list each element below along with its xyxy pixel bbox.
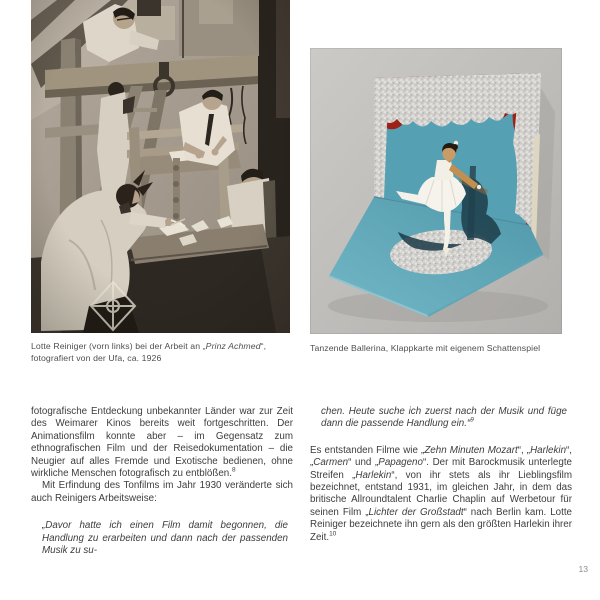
text-segment: Harlekin [355,469,392,481]
text-segment: “, „ [517,444,531,456]
photo-ballerina-popup-card [310,48,562,334]
color-photo-illustration [310,48,562,334]
text-segment: Es entstanden Filme wie „ [310,444,425,456]
body-paragraph [31,480,293,505]
text-segment: 10 [329,530,337,538]
text-segment: Lichter der Großstadt [368,506,464,518]
bw-photo-illustration [31,0,290,333]
text-segment: 9 [470,417,474,425]
quote-paragraph [321,406,567,431]
text-segment: Mit Erfindung des Tonfilms im Jahr 1930 veränderte sich auch Reinigers Arbeitsweise: [31,480,293,504]
text-segment: “ nach Berlin kam. Lotte Reiniger bezeichnete ihn gern als den größten Harlekin ihrer Zeit. [310,506,572,543]
text-segment: Tanzende Ballerina, Klappkarte mit eigenem Schattenspiel [310,343,541,353]
text-segment: chen. Heute suche ich zuerst nach der Musik und füge dann die passende Handlung ein.“ [321,406,567,430]
text-segment: “. Der mit Barockmusik unterlegte Streifen „ [310,457,572,481]
quote-paragraph [42,520,288,557]
text-segment: „Davor hatte ich einen Film damit begonnen, die Handlung zu erarbeiten und dann nach der passenden Musik zu su- [42,520,288,557]
text-segment: “, „ [310,444,572,469]
page-number: 13 [578,564,588,574]
text-segment: Carmen [313,457,349,469]
body-paragraph [31,406,293,480]
text-segment: “, von ihr stets als ihr Lieblingsfilm bezeichnet, entstand 1931, im gleichen Jahr, in dem das britische Allroundtalent Charlie Chaplin auf Werbetour für seinen Film „ [310,469,573,518]
body-paragraph [310,445,572,544]
text-segment: “, fotografiert von der Ufa, ca. 1926 [31,341,267,363]
text-segment: fotografische Entdeckung unbekannter Länder war zur Zeit des Weimarer Kinos bereits weit fortgeschritten. Der Animationsfilm konnte aber – im Gegensatz zum ethnografischen Film und der Reisedokumentation – die Neugier auf alles Fremde und Exotische bedienen, ohne wirkliche Menschen fotografisch zu entblößen. [31,406,293,480]
text-segment: Zehn Minuten Mozart [424,444,518,456]
text-segment: Harlekin [530,444,567,456]
text-segment: 8 [231,466,236,474]
text-segment: Lotte Reiniger (vorn links) bei der Arbeit an „ [31,341,206,351]
text-segment: Papageno [378,457,423,469]
text-segment: “ und „ [348,457,379,469]
photo-lotte-reiniger-at-work [31,0,290,333]
caption-right-photo [310,342,566,354]
body-column-right [310,406,572,544]
text-segment: Prinz Achmed [205,341,261,351]
caption-left-photo [31,340,293,364]
body-column-left [31,406,293,557]
